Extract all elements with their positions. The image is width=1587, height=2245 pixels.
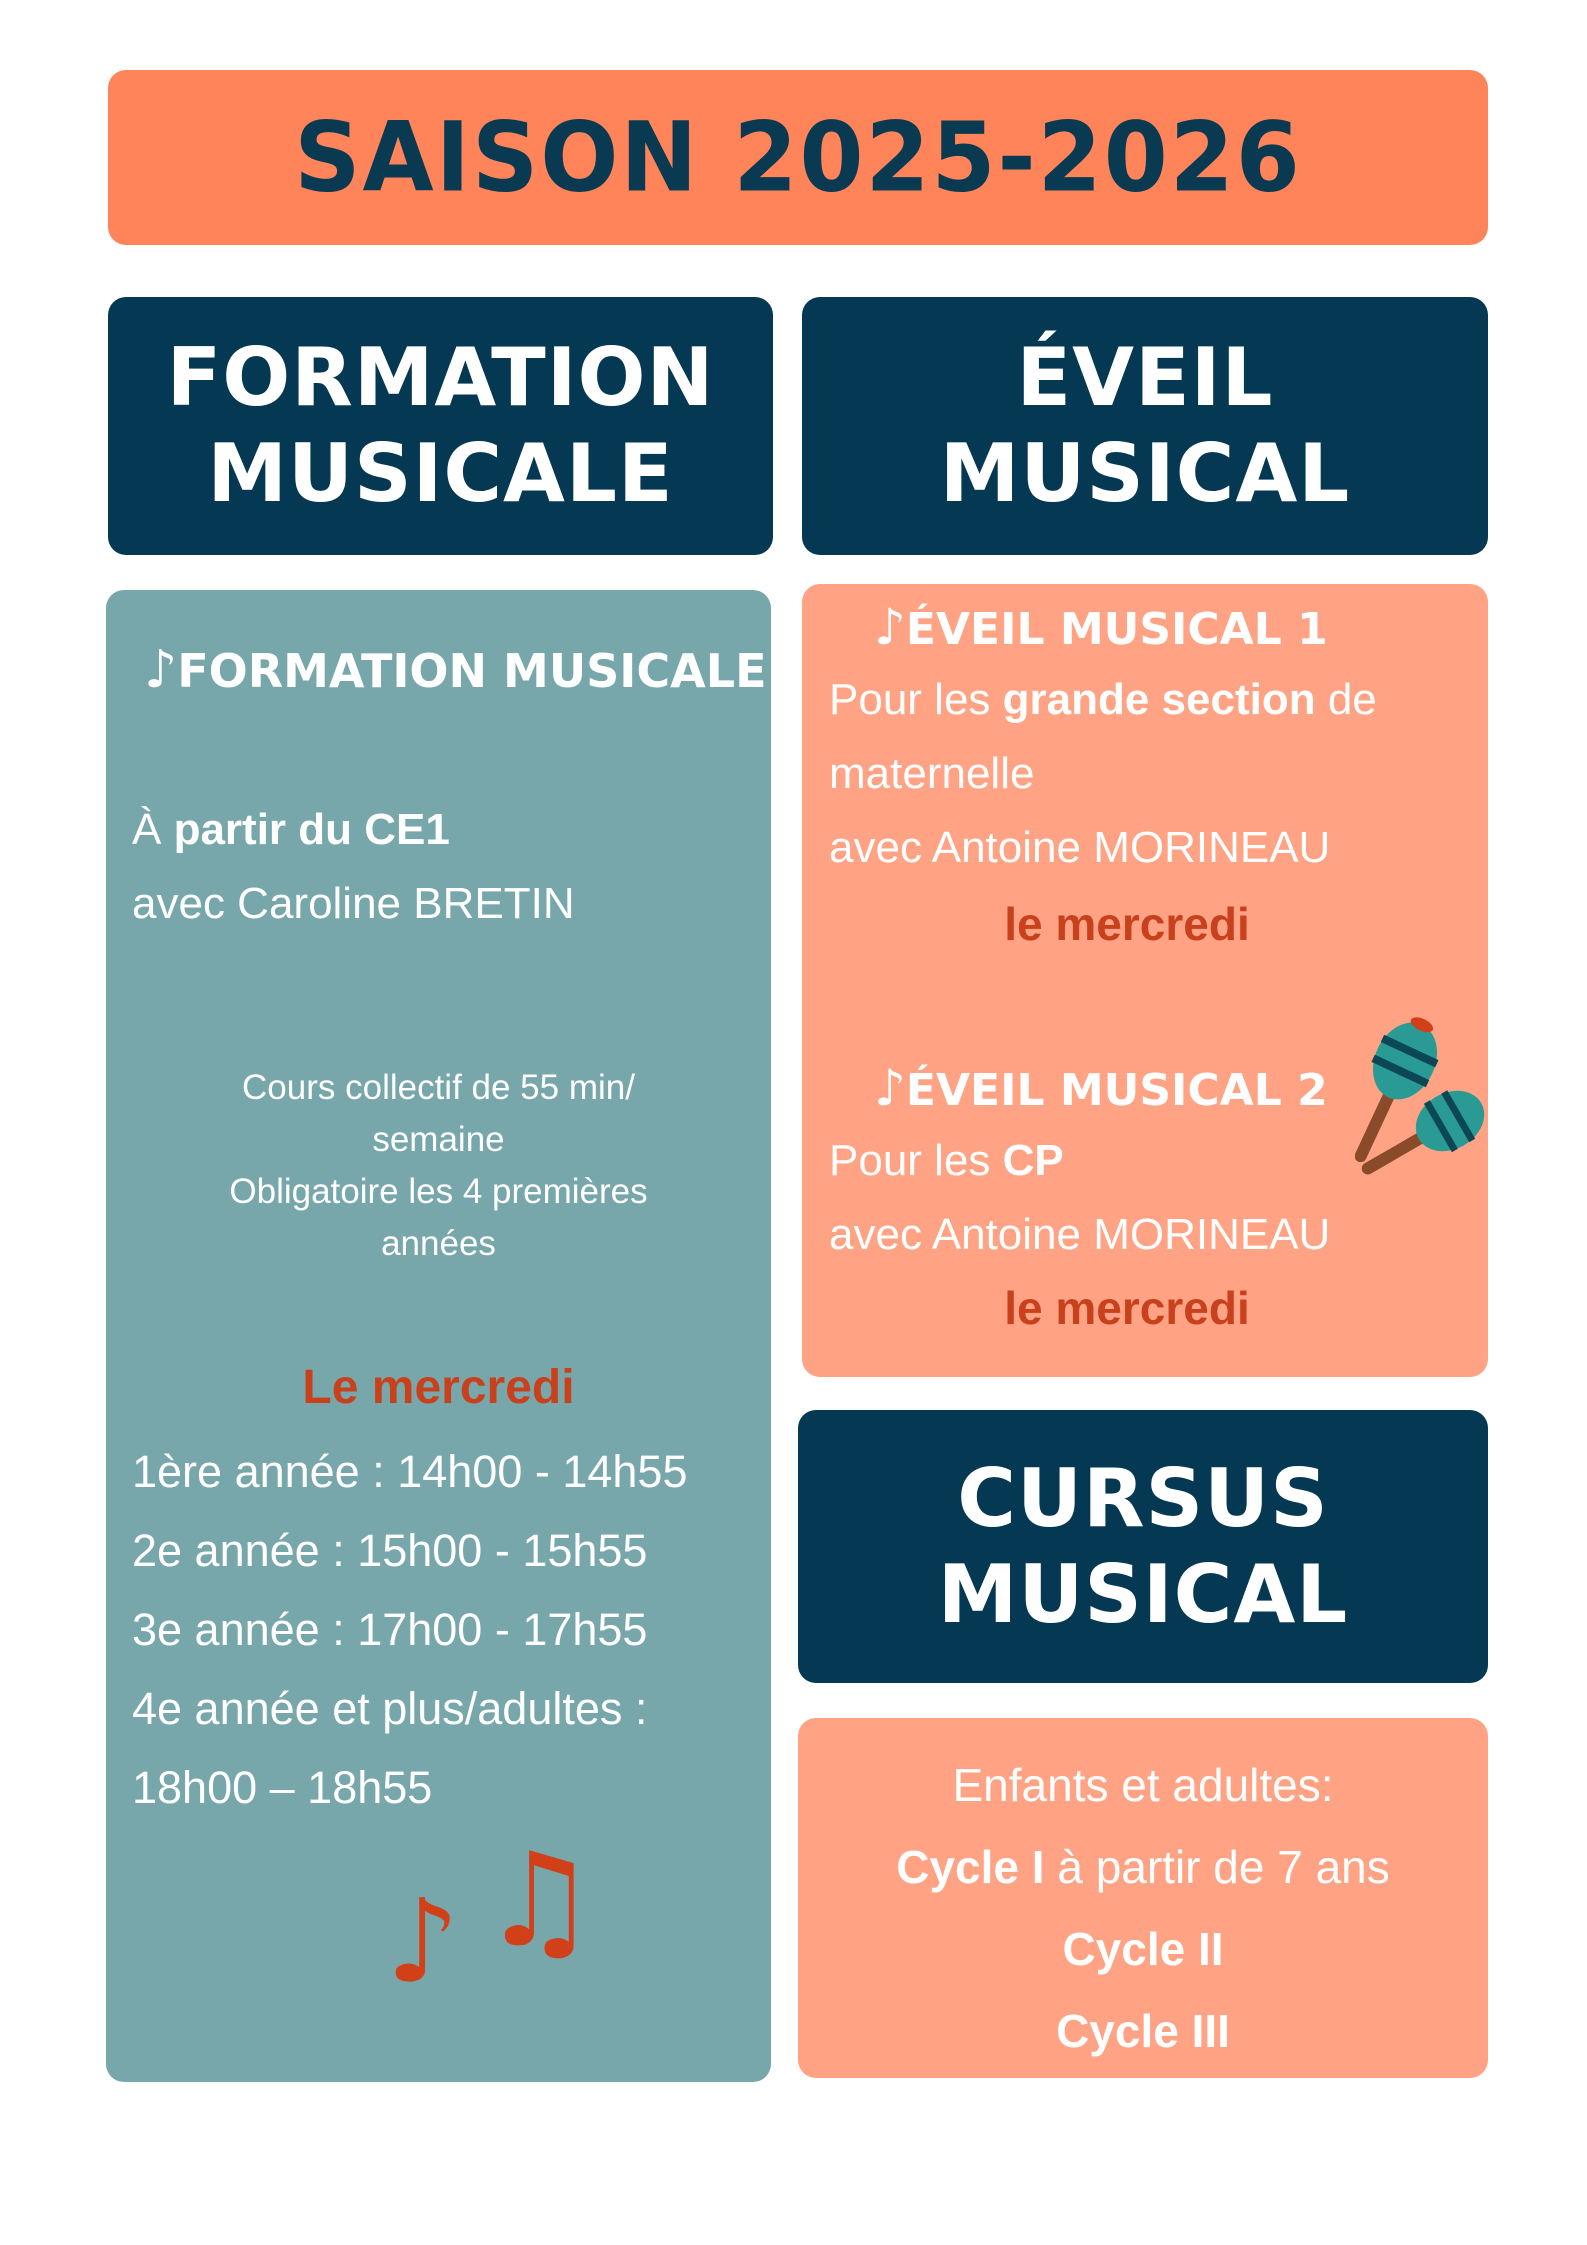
eveil2-subtitle-row bbox=[874, 1059, 1328, 1117]
formation-header-line1: FORMATION bbox=[166, 331, 715, 424]
eveil-header-line1: ÉVEIL bbox=[1016, 331, 1274, 424]
eveil1-for-bold: grande section bbox=[1002, 675, 1316, 724]
cursus-header-line1: CURSUS bbox=[957, 1451, 1329, 1545]
schedule-line: 18h00 – 18h55 bbox=[132, 1762, 433, 1813]
season-banner bbox=[108, 70, 1488, 245]
music-notes-icon: ♪ ♫ bbox=[386, 1824, 598, 2009]
eveil2-day: le mercredi bbox=[1004, 1282, 1250, 1334]
formation-card bbox=[106, 590, 771, 2082]
formation-start-prefix: À bbox=[132, 805, 174, 854]
eveil-card bbox=[802, 584, 1488, 1377]
schedule-line: 4e année et plus/adultes : bbox=[132, 1683, 648, 1734]
cursus-cycle1 bbox=[798, 1826, 1488, 1908]
formation-info-line: Cours collectif de 55 min/ bbox=[242, 1068, 635, 1107]
eveil-header bbox=[802, 297, 1488, 555]
cursus-details bbox=[798, 1744, 1488, 2072]
formation-schedule bbox=[132, 1432, 767, 1827]
formation-teacher: avec Caroline BRETIN bbox=[132, 879, 575, 928]
season-title: SAISON 2025-2026 bbox=[294, 101, 1302, 214]
eveil2-for-prefix: Pour les bbox=[829, 1136, 1003, 1185]
cursus-card bbox=[798, 1718, 1488, 2078]
cursus-intro: Enfants et adultes: bbox=[952, 1759, 1334, 1811]
formation-intro bbox=[132, 793, 752, 941]
cursus-header-title bbox=[938, 1451, 1349, 1643]
maracas-icon bbox=[1355, 1016, 1490, 1188]
formation-header-title bbox=[167, 330, 715, 522]
formation-info-line: semaine bbox=[372, 1120, 505, 1159]
eveil1-for-line2: maternelle bbox=[829, 749, 1035, 798]
music-note-icon: ♪ bbox=[144, 640, 178, 700]
formation-day: Le mercredi bbox=[302, 1361, 575, 1414]
eveil1-for-prefix: Pour les bbox=[829, 675, 1003, 724]
formation-start bbox=[132, 793, 752, 867]
cursus-cycle1-rest: à partir de 7 ans bbox=[1044, 1841, 1390, 1893]
eveil1-day: le mercredi bbox=[1004, 898, 1250, 950]
music-note-icon: ♪ bbox=[874, 1059, 906, 1117]
cursus-header bbox=[798, 1410, 1488, 1683]
eveil2-for-bold: CP bbox=[1002, 1136, 1064, 1185]
schedule-line: 1ère année : 14h00 - 14h55 bbox=[132, 1446, 688, 1497]
formation-header-line2: MUSICALE bbox=[207, 427, 674, 520]
eveil1-for-suffix: de bbox=[1315, 675, 1377, 724]
eveil1-teacher: avec Antoine MORINEAU bbox=[829, 823, 1331, 872]
formation-start-bold: partir du CE1 bbox=[173, 805, 450, 854]
eveil1-for bbox=[829, 663, 1479, 737]
eveil-header-line2: MUSICAL bbox=[939, 427, 1351, 520]
eveil2-subtitle: ÉVEIL MUSICAL 2 bbox=[905, 1065, 1328, 1116]
formation-subtitle-row bbox=[144, 640, 767, 700]
formation-info-line: années bbox=[381, 1224, 496, 1263]
formation-info-line: Obligatoire les 4 premières bbox=[229, 1172, 648, 1211]
formation-subtitle: FORMATION MUSICALE bbox=[177, 644, 767, 698]
cursus-cycle3: Cycle III bbox=[1056, 2005, 1230, 2057]
formation-header bbox=[108, 297, 773, 555]
schedule-line: 2e année : 15h00 - 15h55 bbox=[132, 1525, 648, 1576]
eveil1-subtitle-row bbox=[874, 598, 1328, 656]
cursus-cycle2: Cycle II bbox=[1062, 1923, 1224, 1975]
eveil2-teacher: avec Antoine MORINEAU bbox=[829, 1210, 1331, 1259]
cursus-cycle1-bold: Cycle I bbox=[896, 1841, 1045, 1893]
cursus-header-line2: MUSICAL bbox=[937, 1547, 1349, 1641]
eveil1-subtitle: ÉVEIL MUSICAL 1 bbox=[905, 604, 1328, 655]
schedule-line: 3e année : 17h00 - 17h55 bbox=[132, 1604, 648, 1655]
eveil-header-title bbox=[940, 330, 1351, 522]
eveil1-details bbox=[829, 663, 1479, 885]
formation-info bbox=[126, 1062, 751, 1270]
music-note-icon: ♪ bbox=[874, 598, 906, 656]
